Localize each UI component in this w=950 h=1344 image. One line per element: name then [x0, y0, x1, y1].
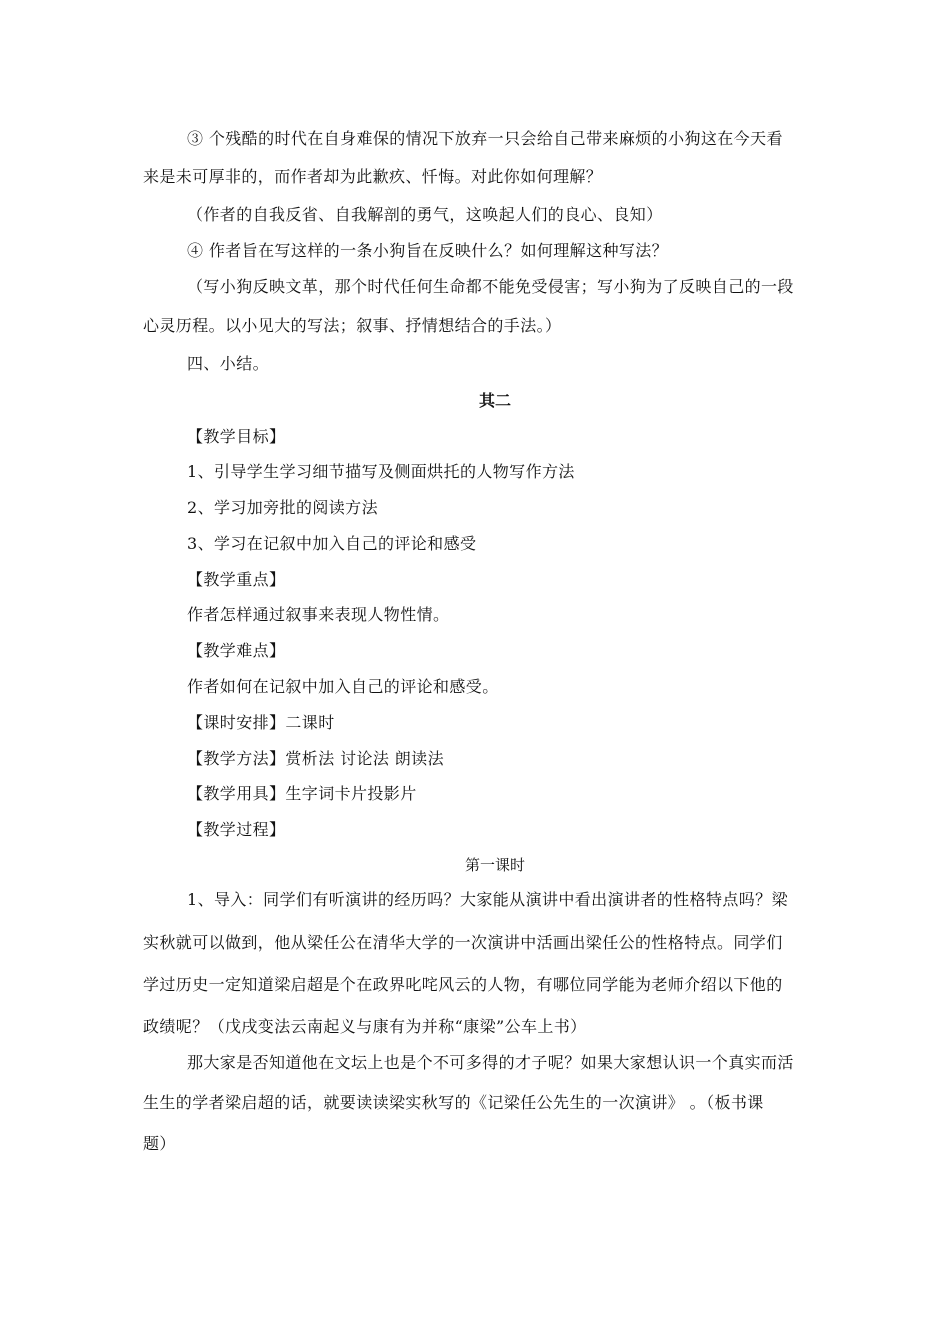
question-4: ④ 作者旨在写这样的一条小狗旨在反映什么？如何理解这种写法？ — [187, 241, 669, 260]
summary-heading: 四、小结。 — [187, 354, 270, 373]
paragraph-line-3: 题） — [143, 1134, 176, 1153]
teaching-tools: 【教学用具】生字词卡片投影片 — [187, 784, 417, 803]
teaching-goal-1: 1、引导学生学习细节描写及侧面烘托的人物写作方法 — [187, 462, 575, 481]
question-3-line-2: 来是未可厚非的，而作者却为此歉疚、忏悔。对此你如何理解？ — [143, 167, 603, 186]
teaching-methods: 【教学方法】赏析法 讨论法 朗读法 — [187, 749, 444, 768]
intro-line-2: 实秋就可以做到，他从梁任公在清华大学的一次演讲中活画出梁任公的性格特点。同学们 — [143, 933, 783, 952]
paragraph-line-1: 那大家是否知道他在文坛上也是个不可多得的才子呢？如果大家想认识一个真实而活 — [187, 1053, 794, 1072]
intro-line-4: 政绩呢？（戊戌变法云南起义与康有为并称“康梁”公车上书） — [143, 1017, 587, 1036]
intro-line-3: 学过历史一定知道梁启超是个在政界叱咤风云的人物，有哪位同学能为老师介绍以下他的 — [143, 975, 783, 994]
teaching-difficulty-text: 作者如何在记叙中加入自己的评论和感受。 — [187, 677, 499, 696]
intro-line-1: 1、导入：同学们有听演讲的经历吗？大家能从演讲中看出演讲者的性格特点吗？梁 — [187, 890, 788, 909]
paragraph-line-2: 生生的学者梁启超的话，就要读读梁实秋写的《记梁任公先生的一次演讲》 。（板书课 — [143, 1093, 764, 1112]
section-heading: 其二 — [478, 391, 511, 410]
teaching-goal-2: 2、学习加旁批的阅读方法 — [187, 498, 378, 517]
answer-4-line-2: 心灵历程。以小见大的写法；叙事、抒情想结合的手法。） — [143, 316, 562, 335]
teaching-goals-label: 【教学目标】 — [187, 427, 286, 446]
question-3-line-1: ③ 个残酷的时代在自身难保的情况下放弃一只会给自己带来麻烦的小狗这在今天看 — [187, 129, 783, 148]
lesson-1-heading: 第一课时 — [464, 856, 525, 874]
teaching-focus-label: 【教学重点】 — [187, 570, 286, 589]
teaching-focus-text: 作者怎样通过叙事来表现人物性情。 — [187, 605, 450, 624]
class-schedule: 【课时安排】二课时 — [187, 713, 335, 732]
teaching-difficulty-label: 【教学难点】 — [187, 641, 286, 660]
teaching-goal-3: 3、学习在记叙中加入自己的评论和感受 — [187, 534, 477, 553]
answer-4-line-1: （写小狗反映文革，那个时代任何生命都不能免受侵害；写小狗为了反映自己的一段 — [187, 277, 794, 296]
answer-3: （作者的自我反省、自我解剖的勇气，这唤起人们的良心、良知） — [187, 205, 663, 224]
teaching-process-label: 【教学过程】 — [187, 820, 286, 839]
